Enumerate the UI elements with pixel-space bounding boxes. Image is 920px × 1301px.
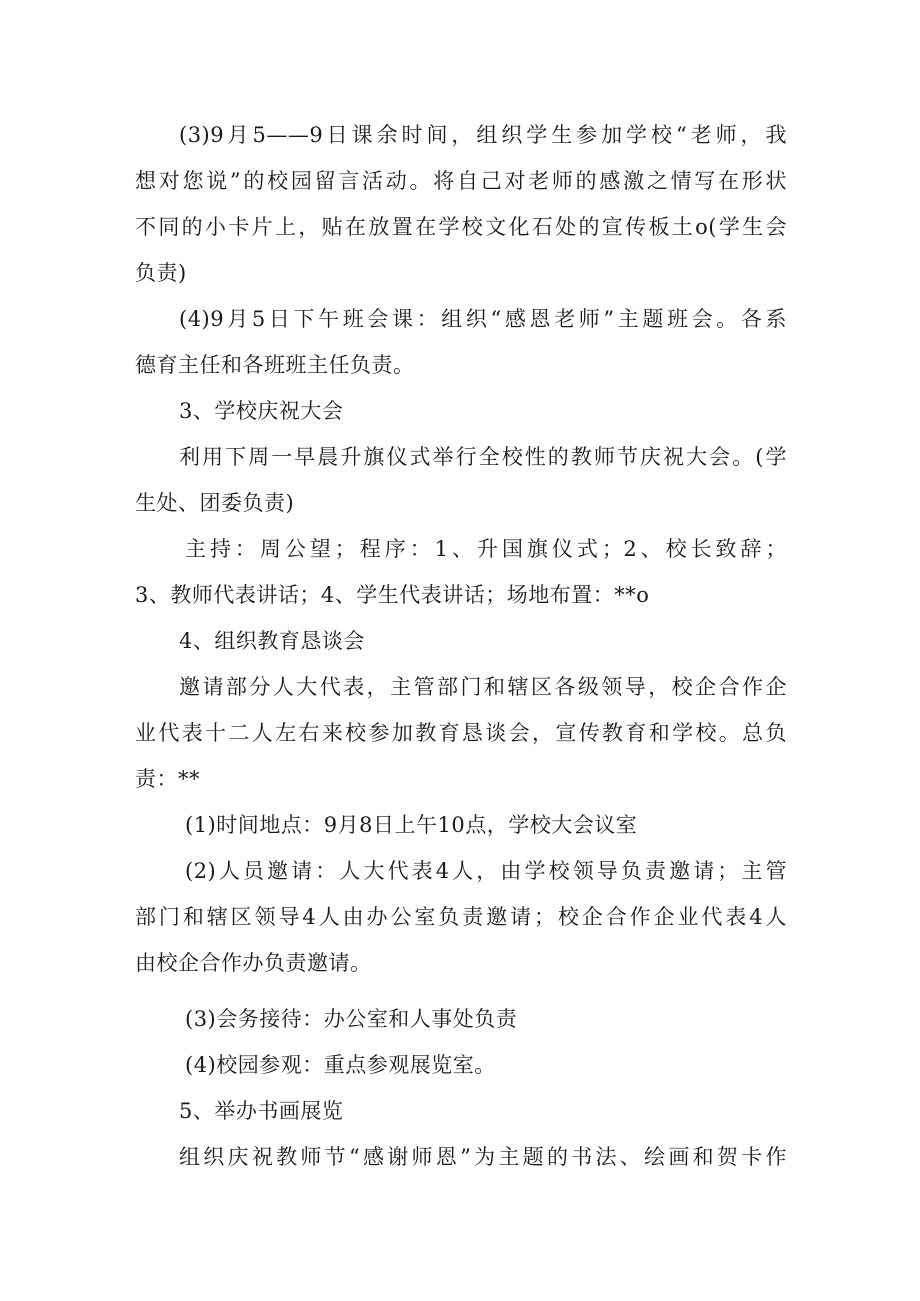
paragraph-activity-4	[135, 296, 787, 388]
text-line: 利用下周一早晨升旗仪式举行全校性的教师节庆祝大会。(学	[179, 445, 787, 469]
text-line: 3、教师代表讲话；4、学生代表讲话；场地布置：**o	[135, 583, 650, 607]
text-line: 部门和辖区领导4人由办公室负责邀请；校企合作企业代表4人	[135, 905, 787, 929]
text-line: 负责)	[135, 261, 187, 285]
text-line: 主持：周公望；程序：1、升国旗仪式；2、校长致辞；	[185, 537, 787, 561]
text-line: 邀请部分人大代表，主管部门和辖区各级领导，校企合作企	[179, 675, 787, 699]
paragraph-forum	[135, 664, 787, 802]
text-line: (4)9月5日下午班会课：组织“感恩老师”主题班会。各系	[179, 307, 787, 331]
text-line: (2)人员邀请：人大代表4人，由学校领导负责邀请；主管	[185, 859, 787, 883]
section-heading-3: 3、学校庆祝大会	[179, 399, 344, 423]
text-line: 德育主任和各班班主任负责。	[135, 353, 415, 377]
list-item-time-place: (1)时间地点：9月8日上午10点，学校大会议室	[185, 813, 638, 837]
text-line: 由校企合作办负责邀请。	[135, 951, 372, 975]
paragraph-exhibition: 组织庆祝教师节“感谢师恩”为主题的书法、绘画和贺卡作	[179, 1145, 787, 1169]
text-line: 不同的小卡片上，贴在放置在学校文化石处的宣传板土o(学生会	[135, 215, 787, 239]
paragraph-activity-3	[135, 112, 787, 296]
text-line: 业代表十二人左右来校参加教育恳谈会，宣传教育和学校。总负	[135, 721, 787, 745]
list-item-reception: (3)会务接待：办公室和人事处负责	[185, 1007, 518, 1031]
text-line: 想对您说”的校园留言活动。将自己对老师的感激之情写在形状	[135, 169, 787, 193]
document-page	[135, 112, 787, 1180]
text-line: 责：**	[135, 767, 200, 791]
paragraph-celebration	[135, 434, 787, 526]
text-line: 生处、团委负责)	[135, 491, 295, 515]
list-item-invitations	[135, 848, 787, 986]
spacer	[135, 986, 787, 996]
list-item-campus-tour: (4)校园参观：重点参观展览室。	[185, 1053, 496, 1077]
text-line: (3)9月5——9日课余时间，组织学生参加学校“老师，我	[179, 123, 787, 147]
section-heading-4: 4、组织教育恳谈会	[179, 629, 365, 653]
paragraph-program	[135, 526, 787, 618]
section-heading-5: 5、举办书画展览	[179, 1099, 344, 1123]
